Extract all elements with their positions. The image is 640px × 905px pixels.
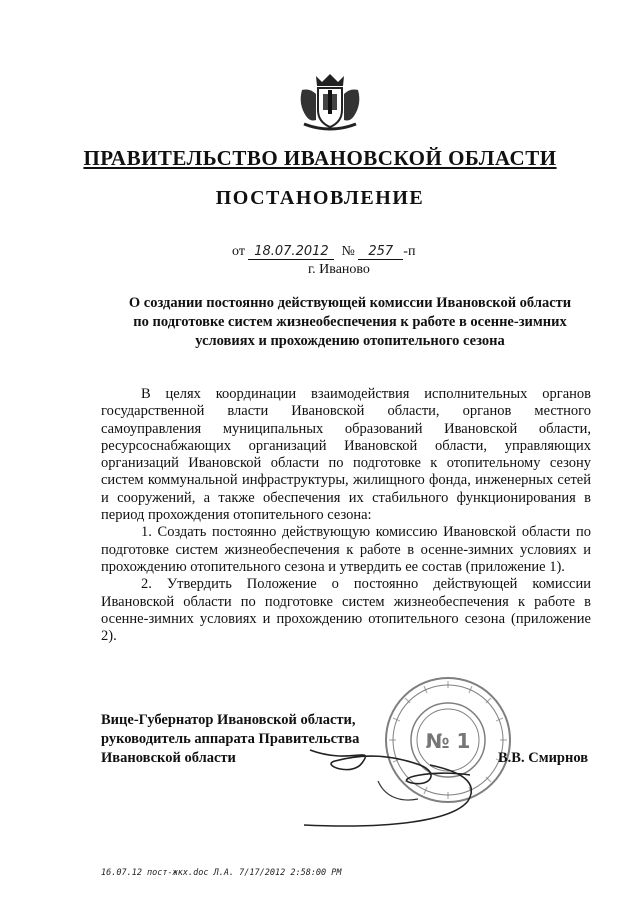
- date-field: 18.07.2012: [248, 245, 334, 260]
- date-prefix: от: [232, 244, 245, 259]
- signer-title-line: Вице-Губернатор Ивановской области,: [101, 712, 356, 728]
- number-field: 257: [358, 245, 403, 260]
- subject-line: по подготовке систем жизнеобеспечения к работе в осенне-зимних: [133, 314, 567, 330]
- organization-title: ПРАВИТЕЛЬСТВО ИВАНОВСКОЙ ОБЛАСТИ: [83, 146, 557, 170]
- number-suffix: -п: [403, 244, 416, 259]
- document-body: [101, 386, 591, 645]
- signer-title-line: Ивановской области: [101, 750, 236, 766]
- file-footer: 16.07.12 пост-жкх.doc Л.А. 7/17/2012 2:58:00 PM: [101, 868, 342, 878]
- signer-title-line: руководитель аппарата Правительства: [101, 731, 360, 747]
- handwritten-signature: [280, 725, 500, 835]
- subject-line: О создании постоянно действующей комиссии Ивановской области: [128, 295, 572, 311]
- number-prefix: №: [341, 244, 355, 259]
- signer-name: В.В. Смирнов: [498, 750, 589, 766]
- date-number-line: [232, 244, 415, 260]
- item-1-paragraph: 1. Создать постоянно действующую комиссию Ивановской области по подготовке систем жизнеобеспечения к работе в осенне-зимних условиях и прохождению отопительного сезона и утвердить ее состав (приложение 1).: [101, 524, 591, 575]
- city-label: г. Иваново: [308, 262, 370, 277]
- preamble-paragraph: В целях координации взаимодействия исполнительных органов государственной власти Ивановской области, органов местного самоуправления муниципальных образований Ивановской области, ресурсоснабжающих организаций Ивановской области, управляющих организаций Ивановской области по подготовке к отопительному сезону систем коммунальной инфраструктуры, жилищного фонда, инженерных сетей и сооружений, а также обеспечения их стабильного функционирования в период прохождения отопительного сезона:: [101, 386, 591, 524]
- stamp-number: № 1: [425, 729, 471, 753]
- subject-line: условиях и прохождению отопительного сезона: [195, 333, 505, 349]
- document-type-heading: ПОСТАНОВЛЕНИЕ: [215, 187, 425, 209]
- coat-of-arms-emblem: [296, 70, 364, 132]
- document-subject: [100, 294, 600, 351]
- item-2-paragraph: 2. Утвердить Положение о постоянно действующей комиссии Ивановской области по подготовке систем жизнеобеспечения к работе в осенне-зимних условиях и прохождению отопительного сезона (приложение 2).: [101, 576, 591, 645]
